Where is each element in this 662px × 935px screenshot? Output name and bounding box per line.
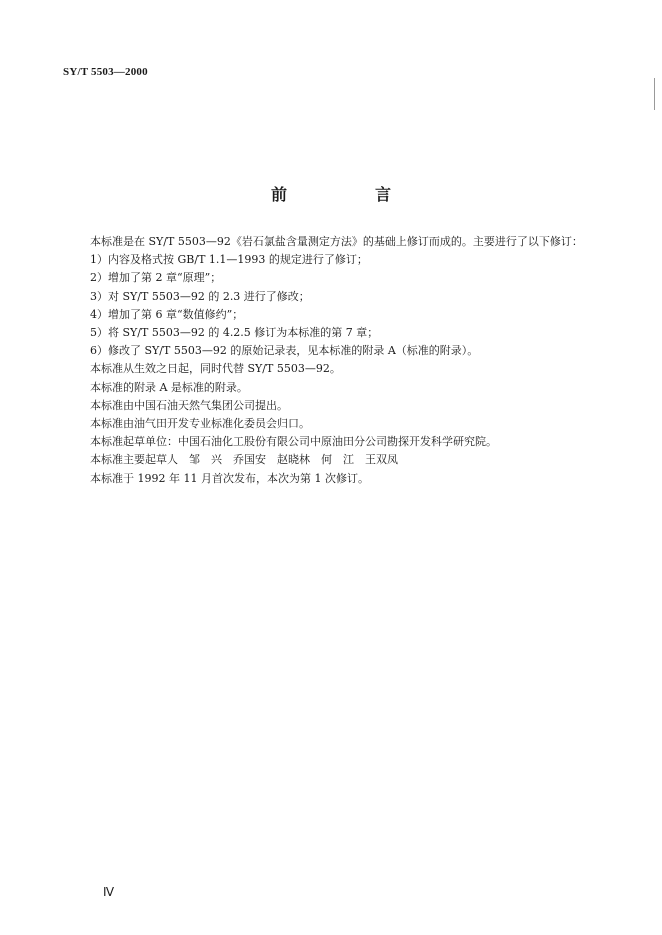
revision-item-4: 4）增加了第 6 章“数值修约”； (90, 307, 244, 321)
proposer-statement: 本标准由中国石油天然气集团公司提出。 (90, 398, 288, 412)
scan-edge-line (654, 78, 655, 110)
revision-item-2: 2）增加了第 2 章“原理”； (90, 271, 222, 285)
revision-item-3: 3）对 SY/T 5503—92 的 2.3 进行了修改； (90, 289, 310, 303)
appendix-statement: 本标准的附录 A 是标准的附录。 (90, 380, 248, 394)
revision-item-6: 6）修改了 SY/T 5503—92 的原始记录表，见本标准的附录 A（标准的附录）。 (90, 344, 479, 358)
page-title: 前 言 (270, 185, 427, 204)
foreword-body (63, 233, 611, 488)
drafting-unit-statement: 本标准起草单位：中国石油化工股份有限公司中原油田分公司勘探开发科学研究院。 (90, 435, 497, 449)
intro-paragraph: 本标准是在 SY/T 5503—92《岩石氯盐含量测定方法》的基础上修订而成的。主要进行了以下修订： (90, 235, 583, 248)
replacement-statement: 本标准从生效之日起，同时代替 SY/T 5503—92。 (90, 362, 341, 376)
revision-item-5: 5）将 SY/T 5503—92 的 4.2.5 修订为本标准的第 7 章； (90, 326, 379, 340)
committee-statement: 本标准由油气田开发专业标准化委员会归口。 (90, 417, 310, 431)
standard-code-header: SY/T 5503—2000 (63, 66, 148, 78)
drafters-statement: 本标准主要起草人 邹 兴 乔国安 赵晓林 何 江 王双凤 (90, 453, 398, 467)
publication-history-statement: 本标准于 1992 年 11 月首次发布，本次为第 1 次修订。 (90, 471, 369, 485)
revision-item-1: 1）内容及格式按 GB/T 1.1—1993 的规定进行了修订； (90, 253, 368, 267)
page-number: Ⅳ (103, 885, 115, 899)
